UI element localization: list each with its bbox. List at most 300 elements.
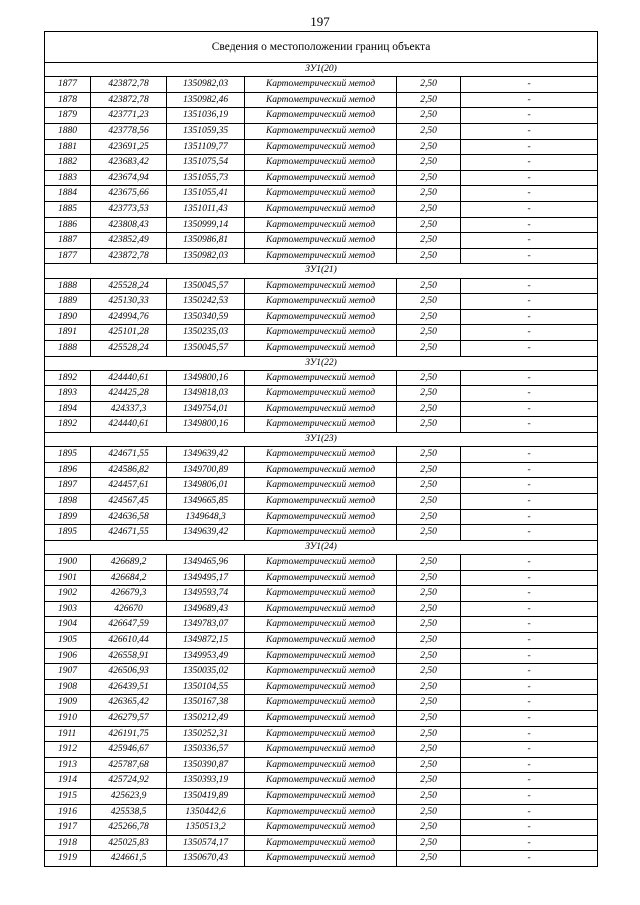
method: Картометрический метод: [245, 478, 397, 494]
method: Картометрический метод: [245, 294, 397, 310]
description: -: [461, 726, 598, 742]
x-coordinate: 424337,3: [91, 401, 167, 417]
table-row: [45, 92, 598, 108]
method: Картометрический метод: [245, 525, 397, 541]
point-number: 1880: [45, 123, 91, 139]
table-row: [45, 648, 598, 664]
y-coordinate: 1349648,3: [167, 509, 245, 525]
point-number: 1906: [45, 648, 91, 664]
accuracy: 2,50: [397, 494, 461, 510]
point-number: 1896: [45, 462, 91, 478]
x-coordinate: 423852,49: [91, 233, 167, 249]
method: Картометрический метод: [245, 633, 397, 649]
point-number: 1883: [45, 170, 91, 186]
method: Картометрический метод: [245, 309, 397, 325]
x-coordinate: 424440,61: [91, 417, 167, 433]
y-coordinate: 1349465,96: [167, 555, 245, 571]
point-number: 1895: [45, 447, 91, 463]
description: -: [461, 294, 598, 310]
description: -: [461, 851, 598, 867]
point-number: 1892: [45, 417, 91, 433]
description: -: [461, 447, 598, 463]
x-coordinate: 424661,5: [91, 851, 167, 867]
y-coordinate: 1350442,6: [167, 804, 245, 820]
x-coordinate: 424586,82: [91, 462, 167, 478]
description: -: [461, 555, 598, 571]
description: -: [461, 309, 598, 325]
y-coordinate: 1349700,89: [167, 462, 245, 478]
y-coordinate: 1350252,31: [167, 726, 245, 742]
description: -: [461, 633, 598, 649]
x-coordinate: 423872,78: [91, 248, 167, 264]
accuracy: 2,50: [397, 804, 461, 820]
description: -: [461, 804, 598, 820]
description: -: [461, 494, 598, 510]
accuracy: 2,50: [397, 462, 461, 478]
point-number: 1881: [45, 139, 91, 155]
x-coordinate: 424457,61: [91, 478, 167, 494]
table-row: [45, 462, 598, 478]
description: -: [461, 617, 598, 633]
y-coordinate: 1349593,74: [167, 586, 245, 602]
table-row: [45, 294, 598, 310]
table-row: [45, 201, 598, 217]
accuracy: 2,50: [397, 586, 461, 602]
table-caption: Сведения о местоположении границ объекта: [45, 32, 598, 63]
accuracy: 2,50: [397, 417, 461, 433]
accuracy: 2,50: [397, 186, 461, 202]
table-row: [45, 679, 598, 695]
y-coordinate: 1350235,03: [167, 325, 245, 341]
point-number: 1899: [45, 509, 91, 525]
point-number: 1915: [45, 788, 91, 804]
x-coordinate: 425528,24: [91, 278, 167, 294]
table-row: [45, 340, 598, 356]
description: -: [461, 835, 598, 851]
table-row: [45, 509, 598, 525]
y-coordinate: 1349800,16: [167, 417, 245, 433]
accuracy: 2,50: [397, 710, 461, 726]
method: Картометрический метод: [245, 248, 397, 264]
accuracy: 2,50: [397, 170, 461, 186]
y-coordinate: 1350390,87: [167, 757, 245, 773]
x-coordinate: 426279,57: [91, 710, 167, 726]
table-row: [45, 108, 598, 124]
description: -: [461, 648, 598, 664]
y-coordinate: 1349818,03: [167, 386, 245, 402]
accuracy: 2,50: [397, 570, 461, 586]
x-coordinate: 425623,9: [91, 788, 167, 804]
accuracy: 2,50: [397, 386, 461, 402]
point-number: 1918: [45, 835, 91, 851]
table-row: [45, 233, 598, 249]
table-row: [45, 170, 598, 186]
point-number: 1888: [45, 340, 91, 356]
y-coordinate: 1350340,59: [167, 309, 245, 325]
point-number: 1893: [45, 386, 91, 402]
method: Картометрический метод: [245, 679, 397, 695]
method: Картометрический метод: [245, 509, 397, 525]
table-row: [45, 386, 598, 402]
point-number: 1887: [45, 233, 91, 249]
x-coordinate: 424636,58: [91, 509, 167, 525]
table-row: [45, 309, 598, 325]
y-coordinate: 1350574,17: [167, 835, 245, 851]
method: Картометрический метод: [245, 773, 397, 789]
y-coordinate: 1349783,07: [167, 617, 245, 633]
x-coordinate: 424567,45: [91, 494, 167, 510]
point-number: 1892: [45, 370, 91, 386]
y-coordinate: 1349754,01: [167, 401, 245, 417]
description: -: [461, 77, 598, 93]
method: Картометрический метод: [245, 570, 397, 586]
method: Картометрический метод: [245, 664, 397, 680]
x-coordinate: 424671,55: [91, 525, 167, 541]
y-coordinate: 1349665,85: [167, 494, 245, 510]
x-coordinate: 423674,94: [91, 170, 167, 186]
point-number: 1888: [45, 278, 91, 294]
y-coordinate: 1351011,43: [167, 201, 245, 217]
y-coordinate: 1350104,55: [167, 679, 245, 695]
method: Картометрический метод: [245, 710, 397, 726]
accuracy: 2,50: [397, 340, 461, 356]
description: -: [461, 401, 598, 417]
point-number: 1894: [45, 401, 91, 417]
description: -: [461, 757, 598, 773]
accuracy: 2,50: [397, 509, 461, 525]
table-row: [45, 155, 598, 171]
description: -: [461, 123, 598, 139]
table-row: [45, 710, 598, 726]
x-coordinate: 423778,56: [91, 123, 167, 139]
method: Картометрический метод: [245, 742, 397, 758]
point-number: 1913: [45, 757, 91, 773]
x-coordinate: 424425,28: [91, 386, 167, 402]
accuracy: 2,50: [397, 664, 461, 680]
description: -: [461, 201, 598, 217]
group-header-row: [45, 63, 598, 77]
method: Картометрический метод: [245, 217, 397, 233]
x-coordinate: 425787,68: [91, 757, 167, 773]
table-row: [45, 139, 598, 155]
x-coordinate: 425266,78: [91, 820, 167, 836]
description: -: [461, 278, 598, 294]
point-number: 1878: [45, 92, 91, 108]
method: Картометрический метод: [245, 494, 397, 510]
accuracy: 2,50: [397, 108, 461, 124]
x-coordinate: 424440,61: [91, 370, 167, 386]
y-coordinate: 1349800,16: [167, 370, 245, 386]
point-number: 1882: [45, 155, 91, 171]
y-coordinate: 1350336,57: [167, 742, 245, 758]
y-coordinate: 1350999,14: [167, 217, 245, 233]
table-row: [45, 820, 598, 836]
x-coordinate: 423808,43: [91, 217, 167, 233]
table-row: [45, 586, 598, 602]
y-coordinate: 1350045,57: [167, 340, 245, 356]
method: Картометрический метод: [245, 340, 397, 356]
point-number: 1891: [45, 325, 91, 341]
method: Картометрический метод: [245, 851, 397, 867]
x-coordinate: 424994,76: [91, 309, 167, 325]
description: -: [461, 417, 598, 433]
point-number: 1909: [45, 695, 91, 711]
accuracy: 2,50: [397, 555, 461, 571]
method: Картометрический метод: [245, 77, 397, 93]
accuracy: 2,50: [397, 309, 461, 325]
x-coordinate: 424671,55: [91, 447, 167, 463]
table-row: [45, 555, 598, 571]
accuracy: 2,50: [397, 77, 461, 93]
point-number: 1904: [45, 617, 91, 633]
point-number: 1897: [45, 478, 91, 494]
accuracy: 2,50: [397, 155, 461, 171]
x-coordinate: 423872,78: [91, 77, 167, 93]
y-coordinate: 1350670,43: [167, 851, 245, 867]
method: Картометрический метод: [245, 726, 397, 742]
point-number: 1901: [45, 570, 91, 586]
accuracy: 2,50: [397, 370, 461, 386]
y-coordinate: 1350045,57: [167, 278, 245, 294]
description: -: [461, 233, 598, 249]
description: -: [461, 695, 598, 711]
y-coordinate: 1350419,89: [167, 788, 245, 804]
description: -: [461, 773, 598, 789]
point-number: 1889: [45, 294, 91, 310]
accuracy: 2,50: [397, 447, 461, 463]
point-number: 1885: [45, 201, 91, 217]
table-caption-row: [45, 32, 598, 63]
method: Картометрический метод: [245, 370, 397, 386]
description: -: [461, 742, 598, 758]
method: Картометрический метод: [245, 695, 397, 711]
page-number: 197: [310, 14, 330, 29]
y-coordinate: 1351109,77: [167, 139, 245, 155]
y-coordinate: 1351075,54: [167, 155, 245, 171]
table-row: [45, 417, 598, 433]
accuracy: 2,50: [397, 773, 461, 789]
description: -: [461, 92, 598, 108]
table-row: [45, 742, 598, 758]
y-coordinate: 1349689,43: [167, 601, 245, 617]
table-row: [45, 401, 598, 417]
description: -: [461, 155, 598, 171]
x-coordinate: 426439,51: [91, 679, 167, 695]
point-number: 1884: [45, 186, 91, 202]
group-header-row: [45, 540, 598, 554]
accuracy: 2,50: [397, 835, 461, 851]
method: Картометрический метод: [245, 386, 397, 402]
point-number: 1907: [45, 664, 91, 680]
method: Картометрический метод: [245, 401, 397, 417]
accuracy: 2,50: [397, 851, 461, 867]
table-row: [45, 248, 598, 264]
y-coordinate: 1350982,46: [167, 92, 245, 108]
description: -: [461, 186, 598, 202]
method: Картометрический метод: [245, 804, 397, 820]
group-header-row: [45, 433, 598, 447]
table-row: [45, 757, 598, 773]
description: -: [461, 108, 598, 124]
group-name: ЗУ1(21): [45, 264, 598, 278]
x-coordinate: 425724,92: [91, 773, 167, 789]
x-coordinate: 423683,42: [91, 155, 167, 171]
group-name: ЗУ1(20): [45, 63, 598, 77]
y-coordinate: 1350513,2: [167, 820, 245, 836]
description: -: [461, 570, 598, 586]
description: -: [461, 478, 598, 494]
description: -: [461, 462, 598, 478]
accuracy: 2,50: [397, 742, 461, 758]
x-coordinate: 425528,24: [91, 340, 167, 356]
method: Картометрический метод: [245, 462, 397, 478]
table-row: [45, 851, 598, 867]
method: Картометрический метод: [245, 108, 397, 124]
point-number: 1912: [45, 742, 91, 758]
x-coordinate: 425025,83: [91, 835, 167, 851]
y-coordinate: 1349495,17: [167, 570, 245, 586]
table-row: [45, 726, 598, 742]
y-coordinate: 1349639,42: [167, 525, 245, 541]
accuracy: 2,50: [397, 123, 461, 139]
table-row: [45, 633, 598, 649]
method: Картометрический метод: [245, 201, 397, 217]
accuracy: 2,50: [397, 695, 461, 711]
description: -: [461, 525, 598, 541]
x-coordinate: 423773,53: [91, 201, 167, 217]
method: Картометрический метод: [245, 325, 397, 341]
x-coordinate: 425101,28: [91, 325, 167, 341]
x-coordinate: 423675,66: [91, 186, 167, 202]
accuracy: 2,50: [397, 525, 461, 541]
accuracy: 2,50: [397, 633, 461, 649]
x-coordinate: 423771,23: [91, 108, 167, 124]
point-number: 1903: [45, 601, 91, 617]
y-coordinate: 1350982,03: [167, 248, 245, 264]
table-row: [45, 186, 598, 202]
x-coordinate: 426191,75: [91, 726, 167, 742]
accuracy: 2,50: [397, 278, 461, 294]
point-number: 1890: [45, 309, 91, 325]
description: -: [461, 325, 598, 341]
table-row: [45, 804, 598, 820]
group-name: ЗУ1(23): [45, 433, 598, 447]
table-row: [45, 664, 598, 680]
boundary-table: [44, 31, 598, 867]
description: -: [461, 139, 598, 155]
accuracy: 2,50: [397, 648, 461, 664]
x-coordinate: 426610,44: [91, 633, 167, 649]
description: -: [461, 601, 598, 617]
table-row: [45, 773, 598, 789]
accuracy: 2,50: [397, 601, 461, 617]
method: Картометрический метод: [245, 155, 397, 171]
accuracy: 2,50: [397, 757, 461, 773]
accuracy: 2,50: [397, 788, 461, 804]
accuracy: 2,50: [397, 325, 461, 341]
x-coordinate: 426684,2: [91, 570, 167, 586]
group-name: ЗУ1(24): [45, 540, 598, 554]
description: -: [461, 340, 598, 356]
accuracy: 2,50: [397, 617, 461, 633]
accuracy: 2,50: [397, 139, 461, 155]
method: Картометрический метод: [245, 601, 397, 617]
point-number: 1877: [45, 248, 91, 264]
accuracy: 2,50: [397, 820, 461, 836]
group-header-row: [45, 356, 598, 370]
point-number: 1895: [45, 525, 91, 541]
method: Картометрический метод: [245, 92, 397, 108]
x-coordinate: 426670: [91, 601, 167, 617]
point-number: 1919: [45, 851, 91, 867]
table-row: [45, 123, 598, 139]
method: Картометрический метод: [245, 139, 397, 155]
method: Картометрический метод: [245, 123, 397, 139]
table-row: [45, 788, 598, 804]
point-number: 1905: [45, 633, 91, 649]
point-number: 1902: [45, 586, 91, 602]
table-body: [45, 32, 598, 867]
point-number: 1917: [45, 820, 91, 836]
x-coordinate: 423691,25: [91, 139, 167, 155]
table-row: [45, 370, 598, 386]
table-row: [45, 570, 598, 586]
y-coordinate: 1350167,38: [167, 695, 245, 711]
description: -: [461, 679, 598, 695]
x-coordinate: 426689,2: [91, 555, 167, 571]
y-coordinate: 1350393,19: [167, 773, 245, 789]
accuracy: 2,50: [397, 478, 461, 494]
table-row: [45, 525, 598, 541]
point-number: 1910: [45, 710, 91, 726]
accuracy: 2,50: [397, 294, 461, 310]
method: Картометрический метод: [245, 788, 397, 804]
description: -: [461, 509, 598, 525]
description: -: [461, 248, 598, 264]
table-row: [45, 278, 598, 294]
description: -: [461, 710, 598, 726]
description: -: [461, 664, 598, 680]
table-row: [45, 601, 598, 617]
method: Картометрический метод: [245, 170, 397, 186]
method: Картометрический метод: [245, 835, 397, 851]
y-coordinate: 1351055,41: [167, 186, 245, 202]
description: -: [461, 217, 598, 233]
point-number: 1886: [45, 217, 91, 233]
point-number: 1879: [45, 108, 91, 124]
y-coordinate: 1351055,73: [167, 170, 245, 186]
point-number: 1900: [45, 555, 91, 571]
accuracy: 2,50: [397, 92, 461, 108]
method: Картометрический метод: [245, 417, 397, 433]
point-number: 1898: [45, 494, 91, 510]
point-number: 1916: [45, 804, 91, 820]
description: -: [461, 170, 598, 186]
x-coordinate: 425946,67: [91, 742, 167, 758]
point-number: 1877: [45, 77, 91, 93]
y-coordinate: 1350986,81: [167, 233, 245, 249]
point-number: 1911: [45, 726, 91, 742]
method: Картометрический метод: [245, 278, 397, 294]
x-coordinate: 426558,91: [91, 648, 167, 664]
table-row: [45, 447, 598, 463]
x-coordinate: 423872,78: [91, 92, 167, 108]
y-coordinate: 1350212,49: [167, 710, 245, 726]
description: -: [461, 586, 598, 602]
table-row: [45, 617, 598, 633]
method: Картометрический метод: [245, 820, 397, 836]
y-coordinate: 1350035,02: [167, 664, 245, 680]
